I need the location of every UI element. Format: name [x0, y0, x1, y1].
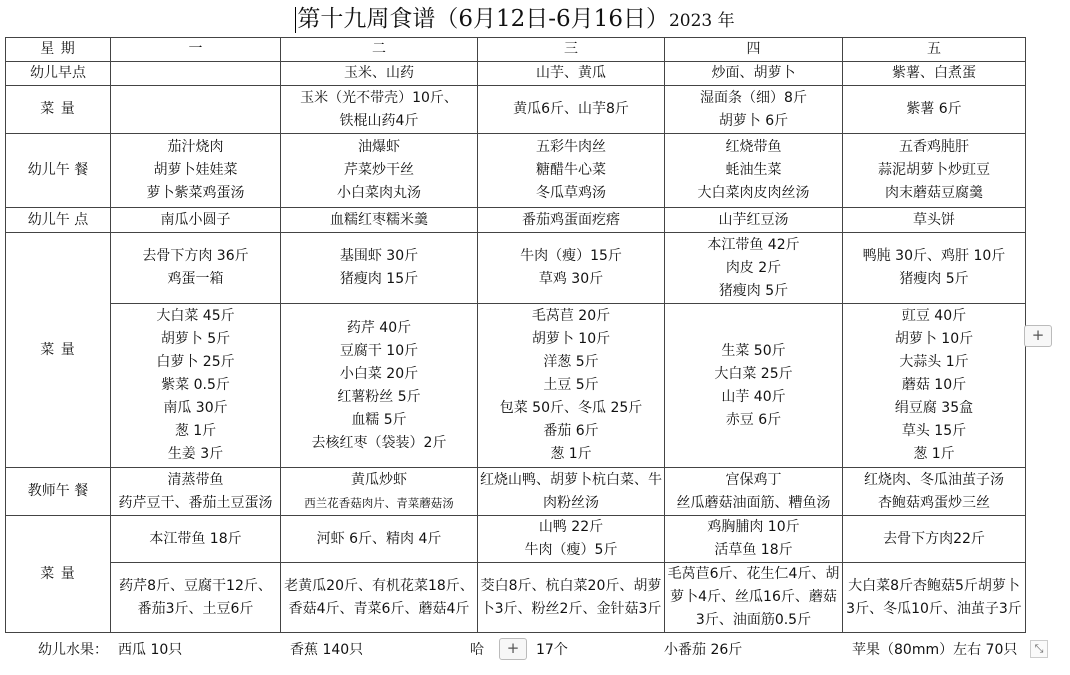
- morning-snack-cell: [111, 62, 281, 86]
- teacher-veg-row: [6, 563, 1026, 633]
- dish: 萝卜紫菜鸡蛋汤: [146, 185, 245, 201]
- weekday-1: 一: [111, 38, 281, 62]
- dish: 芹菜炒干丝: [344, 162, 414, 178]
- qty-line: 鸡蛋一箱: [167, 271, 224, 287]
- dish: 蒜泥胡萝卜炒豇豆: [878, 162, 990, 178]
- qty-line: 山芋 40斤: [721, 388, 786, 405]
- qty-line: 猪瘦肉 5斤: [899, 271, 969, 287]
- menu-table: [5, 37, 1026, 633]
- dish: 冬瓜草鸡汤: [536, 185, 606, 201]
- lunch-veg-row: [6, 304, 1026, 468]
- qty-line: 毛莴苣 20斤: [531, 308, 611, 324]
- qty-line: 血糯 5斤: [351, 411, 407, 428]
- veg-qty-cell: [665, 304, 843, 468]
- afternoon-snack-cell: 草头饼: [843, 208, 1026, 233]
- veg-qty-cell: [478, 304, 665, 468]
- document-title: [0, 4, 1030, 36]
- dish: 蚝油生菜: [725, 162, 782, 178]
- qty-line: 白萝卜 25斤: [156, 354, 235, 370]
- qty-line: 鸭肫 30斤、鸡肝 10斤: [862, 248, 1006, 264]
- lunch-qty-label: 菜 量: [6, 233, 111, 468]
- lunch-cell: [843, 134, 1026, 208]
- qty-line: 生姜 3斤: [167, 446, 224, 462]
- morning-snack-row: [6, 62, 1026, 86]
- afternoon-snack-cell: 山芋红豆汤: [665, 208, 843, 233]
- afternoon-snack-row: [6, 208, 1026, 233]
- teacher-veg-cell: 药芹8斤、豆腐干12斤、番茄3斤、土豆6斤: [111, 563, 281, 633]
- dish: 黄瓜炒虾: [351, 471, 407, 488]
- qty-line: 蘑菇 10斤: [901, 377, 967, 393]
- dish: 茄汁烧肉: [167, 139, 224, 155]
- qty-line: 药芹 40斤: [346, 319, 412, 336]
- morning-snack-cell: 玉米、山药: [281, 62, 478, 86]
- qty-line: 紫菜 0.5斤: [161, 377, 230, 393]
- qty-line: 土豆 5斤: [543, 377, 599, 393]
- morning-qty-cell: [281, 86, 478, 134]
- teacher-cell: [665, 468, 843, 516]
- qty-line: 赤豆 6斤: [725, 411, 782, 428]
- dish: 红烧山鸭、胡萝卜杭白菜、牛肉粉丝汤: [480, 471, 662, 511]
- qty-line: 小白菜 20斤: [339, 365, 419, 382]
- qty-line: 黄瓜6斤、山芋8斤: [513, 101, 629, 117]
- qty-line: 豇豆 40斤: [901, 308, 967, 324]
- afternoon-snack-cell: 番茄鸡蛋面疙瘩: [478, 208, 665, 233]
- teacher-meat-cell: [111, 516, 281, 563]
- qty-line: 河虾 6斤、精肉 4斤: [316, 530, 442, 547]
- teacher-veg-cell: 大白菜8斤杏鲍菇5斤胡萝卜3斤、冬瓜10斤、油茧子3斤: [843, 563, 1026, 633]
- add-column-button[interactable]: +: [1024, 325, 1052, 347]
- qty-line: 大白菜 45斤: [156, 308, 235, 324]
- fruit-item: 香蕉 140只: [290, 642, 364, 658]
- morning-qty-cell: [478, 86, 665, 134]
- teacher-cell: [281, 468, 478, 516]
- dish: 大白菜肉皮肉丝汤: [697, 185, 810, 201]
- qty-line: 番茄 6斤: [543, 423, 599, 439]
- morning-qty-cell: [843, 86, 1026, 134]
- qty-line: 葱 1斤: [550, 446, 592, 462]
- qty-line: 猪瘦肉 5斤: [718, 282, 789, 299]
- add-row-button[interactable]: +: [499, 638, 527, 660]
- dish: 糖醋牛心菜: [536, 162, 606, 178]
- teacher-qty-label: 菜 量: [6, 516, 111, 633]
- title-text: 第十九周食谱（6月12日-6月16日）: [297, 6, 669, 32]
- qty-line: 紫薯 6斤: [906, 101, 962, 117]
- qty-line: 基围虾 30斤: [339, 248, 419, 264]
- qty-line: 南瓜 30斤: [163, 400, 228, 416]
- qty-line: 去核红枣（袋装）2斤: [311, 434, 447, 451]
- qty-line: 草鸡 30斤: [538, 271, 604, 287]
- dish: 清蒸带鱼: [167, 471, 224, 488]
- qty-line: 胡萝卜 5斤: [160, 331, 231, 347]
- fruit-item: 17个: [536, 642, 568, 658]
- qty-line: 山鸭 22斤: [538, 519, 604, 535]
- dish: 红烧肉、冬瓜油茧子汤: [864, 471, 1004, 488]
- header-row: [6, 38, 1026, 62]
- qty-line: 大蒜头 1斤: [899, 354, 969, 370]
- qty-line: 豆腐干 10斤: [339, 342, 419, 359]
- dish: 五彩牛肉丝: [536, 139, 606, 155]
- veg-qty-cell: [281, 304, 478, 468]
- qty-line: 肉皮 2斤: [725, 259, 782, 276]
- meat-qty-cell: [843, 233, 1026, 304]
- teacher-meat-cell: [843, 516, 1026, 563]
- weekday-label: 星 期: [6, 38, 111, 62]
- veg-qty-cell: [111, 304, 281, 468]
- qty-line: 包菜 50斤、冬瓜 25斤: [499, 400, 643, 416]
- teacher-meat-row: [6, 516, 1026, 563]
- morning-snack-cell: 山芋、黄瓜: [478, 62, 665, 86]
- qty-line: 胡萝卜 10斤: [531, 331, 611, 347]
- morning-snack-cell: 炒面、胡萝卜: [665, 62, 843, 86]
- fruit-line: [0, 639, 1070, 659]
- afternoon-snack-cell: 血糯红枣糯米羹: [281, 208, 478, 233]
- teacher-cell: [843, 468, 1026, 516]
- qty-line: 玉米（光不带壳）10斤、: [300, 89, 458, 106]
- qty-line: 去骨下方肉 36斤: [142, 248, 249, 264]
- qty-line: 去骨下方肉22斤: [883, 530, 985, 547]
- weekday-5: 五: [843, 38, 1026, 62]
- afternoon-snack-label: 幼儿午 点: [6, 208, 111, 233]
- teacher-cell: [111, 468, 281, 516]
- teacher-veg-cell: 毛莴苣6斤、花生仁4斤、胡萝卜4斤、丝瓜16斤、蘑菇3斤、油面筋0.5斤: [665, 563, 843, 633]
- dish: 油爆虾: [358, 139, 400, 155]
- qty-line: 葱 1斤: [913, 446, 955, 462]
- dish: 西兰花香菇肉片、青菜蘑菇汤: [304, 495, 454, 510]
- qty-line: 活草鱼 18斤: [714, 542, 793, 558]
- qty-line: 大白菜 25斤: [714, 365, 793, 382]
- lunch-cell: [665, 134, 843, 208]
- qty-line: 猪瘦肉 15斤: [339, 271, 419, 287]
- morning-snack-label: 幼儿早点: [6, 62, 111, 86]
- meat-qty-cell: [111, 233, 281, 304]
- fruit-item: 小番茄 26斤: [664, 642, 743, 658]
- qty-line: 牛肉（瘦）15斤: [520, 248, 622, 264]
- teacher-veg-cell: 茭白8斤、杭白菜20斤、胡萝卜3斤、粉丝2斤、金针菇3斤: [478, 563, 665, 633]
- qty-line: 牛肉（瘦）5斤: [524, 542, 618, 558]
- qty-line: 鸡胸脯肉 10斤: [707, 519, 800, 535]
- teacher-meat-cell: [478, 516, 665, 563]
- fruit-label: 幼儿水果：: [38, 642, 108, 658]
- qty-line: 葱 1斤: [174, 423, 217, 439]
- morning-snack-cell: 紫薯、白煮蛋: [843, 62, 1026, 86]
- qty-line: 湿面条（细）8斤: [700, 89, 807, 106]
- meat-qty-cell: [281, 233, 478, 304]
- fruit-item: 西瓜 10只: [118, 642, 183, 658]
- dish: 小白菜肉丸汤: [337, 185, 421, 201]
- fruit-item: 哈: [470, 642, 484, 658]
- resize-handle-icon[interactable]: ⤡: [1030, 640, 1048, 658]
- morning-qty-cell: [665, 86, 843, 134]
- afternoon-snack-cell: 南瓜小圆子: [111, 208, 281, 233]
- teacher-meat-cell: [665, 516, 843, 563]
- lunch-cell: [478, 134, 665, 208]
- title-year: 2023 年: [668, 11, 735, 31]
- weekday-3: 三: [478, 38, 665, 62]
- morning-qty-row: [6, 86, 1026, 134]
- qty-line: 胡萝卜 6斤: [718, 112, 789, 129]
- qty-line: 本江带鱼 18斤: [149, 530, 242, 547]
- teacher-cell: [478, 468, 665, 516]
- dish: 药芹豆干、番茄土豆蛋汤: [118, 494, 273, 511]
- weekday-4: 四: [665, 38, 843, 62]
- teacher-meat-cell: [281, 516, 478, 563]
- dish: 丝瓜蘑菇油面筋、糟鱼汤: [676, 494, 831, 511]
- dish: 红烧带鱼: [725, 139, 782, 155]
- dish: 肉末蘑菇豆腐羹: [885, 185, 983, 201]
- meat-qty-cell: [478, 233, 665, 304]
- teacher-veg-cell: 老黄瓜20斤、有机花菜18斤、香菇4斤、青菜6斤、蘑菇4斤: [281, 563, 478, 633]
- lunch-cell: [281, 134, 478, 208]
- qty-line: 生菜 50斤: [721, 342, 786, 359]
- morning-qty-label: 菜 量: [6, 86, 111, 134]
- teacher-label: 教师午 餐: [6, 468, 111, 516]
- lunch-cell: [111, 134, 281, 208]
- veg-qty-cell: [843, 304, 1026, 468]
- lunch-row: [6, 134, 1026, 208]
- qty-line: 绢豆腐 35盒: [894, 400, 974, 416]
- lunch-meat-row: [6, 233, 1026, 304]
- qty-line: 洋葱 5斤: [543, 354, 599, 370]
- meat-qty-cell: [665, 233, 843, 304]
- lunch-label: 幼儿午 餐: [6, 134, 111, 208]
- dish: 宫保鸡丁: [725, 471, 782, 488]
- fruit-item: 苹果（80mm）左右 70只: [852, 642, 1018, 658]
- weekday-2: 二: [281, 38, 478, 62]
- qty-line: 红薯粉丝 5斤: [337, 388, 421, 405]
- dish: 五香鸡肫肝: [899, 139, 969, 155]
- teacher-row: [6, 468, 1026, 516]
- dish: 杏鲍菇鸡蛋炒三丝: [878, 494, 990, 511]
- qty-line: 本江带鱼 42斤: [707, 236, 800, 253]
- qty-line: 胡萝卜 10斤: [894, 331, 974, 347]
- qty-line: 铁棍山药4斤: [339, 112, 419, 129]
- dish: 胡萝卜娃娃菜: [153, 162, 238, 178]
- qty-line: 草头 15斤: [901, 423, 967, 439]
- morning-qty-cell: [111, 86, 281, 134]
